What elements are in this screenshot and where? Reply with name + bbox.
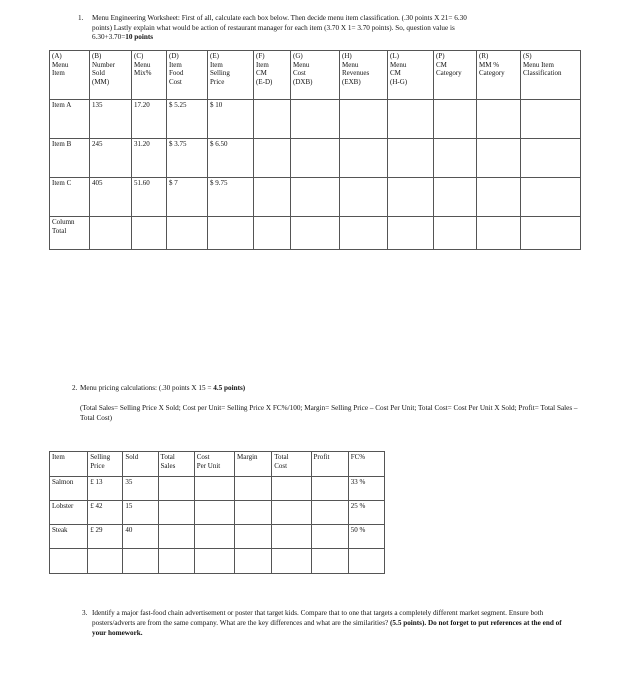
menu-pricing-header-line: Price bbox=[90, 461, 105, 470]
menu-engineering-header-line: (R) bbox=[479, 52, 489, 60]
menu-pricing-header-line: Per Unit bbox=[196, 461, 221, 470]
menu-engineering-cell: 31.20 bbox=[132, 139, 167, 178]
menu-pricing-header-line: Total bbox=[274, 453, 289, 461]
menu-pricing-cell: 40 bbox=[123, 525, 158, 549]
question-1-line-2: points) Lastly explain what would be action of restaurant manager for each item (3.70 X 1= 3.70 points). So, question value is bbox=[92, 23, 455, 32]
menu-pricing-cell: 50 % bbox=[348, 525, 384, 549]
menu-engineering-cell bbox=[291, 100, 340, 139]
menu-pricing-header-cell bbox=[50, 452, 88, 477]
menu-pricing-header-line: Profit bbox=[313, 453, 330, 461]
menu-engineering-cell bbox=[90, 217, 132, 250]
menu-engineering-cell: $ 5.25 bbox=[167, 100, 208, 139]
pricing-formulas: (Total Sales= Selling Price X Sold; Cost per Unit= Selling Price X FC%/100; Margin= Selling Price – Cost Per Unit; Total Cost= Cost Per Unit X Sold; Profit= Total Sales – Total Cost) bbox=[80, 404, 578, 422]
menu-engineering-cell bbox=[521, 217, 581, 250]
menu-engineering-cell bbox=[254, 139, 291, 178]
question-1-number: 1. bbox=[78, 14, 84, 22]
menu-pricing-row bbox=[50, 525, 385, 549]
menu-pricing-cell bbox=[272, 549, 311, 574]
menu-pricing-header-cell bbox=[158, 452, 194, 477]
question-2-number: 2. bbox=[72, 384, 78, 392]
menu-engineering-cell: $ 3.75 bbox=[167, 139, 208, 178]
menu-engineering-header-line: (P) bbox=[436, 52, 445, 60]
menu-pricing-header-cell bbox=[194, 452, 234, 477]
menu-pricing-row bbox=[50, 501, 385, 525]
menu-engineering-cell: Item B bbox=[50, 139, 90, 178]
menu-pricing-cell: £ 29 bbox=[88, 525, 123, 549]
menu-pricing-cell: 35 bbox=[123, 477, 158, 501]
menu-engineering-header-line: Item bbox=[169, 60, 182, 69]
question-3 bbox=[82, 608, 567, 638]
menu-pricing-cell: Lobster bbox=[50, 501, 88, 525]
menu-pricing-cell bbox=[311, 525, 348, 549]
menu-engineering-cell bbox=[388, 178, 434, 217]
menu-pricing-cell bbox=[194, 525, 234, 549]
menu-engineering-header-line: (G) bbox=[293, 52, 303, 60]
menu-engineering-header-line: (D) bbox=[169, 52, 179, 60]
menu-engineering-header-line: Selling bbox=[210, 69, 230, 77]
menu-pricing-cell bbox=[88, 549, 123, 574]
menu-engineering-header-line: (C) bbox=[134, 52, 144, 60]
menu-pricing-header-cell bbox=[123, 452, 158, 477]
menu-pricing-cell bbox=[272, 525, 311, 549]
menu-pricing-header-line: FC% bbox=[350, 453, 366, 461]
menu-engineering-header-line: Item bbox=[52, 69, 65, 77]
menu-engineering-header-line: (A) bbox=[52, 52, 62, 60]
menu-engineering-header-cell bbox=[434, 51, 477, 100]
menu-engineering-header-line: Price bbox=[210, 77, 225, 86]
menu-engineering-header-line: Cost bbox=[169, 77, 182, 86]
menu-engineering-cell bbox=[521, 139, 581, 178]
menu-engineering-cell bbox=[434, 178, 477, 217]
menu-engineering-header-cell bbox=[291, 51, 340, 100]
menu-engineering-header-line: Item bbox=[210, 60, 223, 69]
menu-engineering-cell bbox=[340, 139, 388, 178]
menu-engineering-header-cell bbox=[521, 51, 581, 100]
menu-engineering-cell bbox=[167, 217, 208, 250]
question-3-number: 3. bbox=[82, 609, 88, 617]
menu-engineering-cell bbox=[340, 178, 388, 217]
menu-pricing-cell bbox=[235, 549, 272, 574]
menu-engineering-cell bbox=[477, 217, 521, 250]
menu-pricing-header-line: Sold bbox=[125, 453, 139, 461]
menu-engineering-header-line: Item bbox=[256, 60, 269, 69]
question-3-points-note: (5.5 points). Do not forget to put references at the end of your homework. bbox=[92, 619, 562, 637]
menu-engineering-cell bbox=[291, 178, 340, 217]
menu-engineering-header-line: (DXB) bbox=[293, 77, 313, 86]
menu-engineering-cell bbox=[521, 100, 581, 139]
menu-pricing-cell bbox=[311, 501, 348, 525]
menu-engineering-header-line: (F) bbox=[256, 52, 265, 60]
question-1-total-points: 10 points bbox=[125, 33, 154, 41]
menu-engineering-header-line: (MM) bbox=[92, 77, 110, 86]
menu-pricing-header-line: Item bbox=[52, 453, 65, 461]
menu-pricing-cell bbox=[158, 525, 194, 549]
menu-pricing-header-line: Cost bbox=[196, 453, 210, 461]
menu-engineering-cell: $ 10 bbox=[208, 100, 254, 139]
menu-pricing-cell bbox=[194, 501, 234, 525]
question-1-line-1: Menu Engineering Worksheet: First of all, calculate each box below. Then decide menu item classification. (.30 points X 21= 6.30 bbox=[92, 14, 467, 22]
menu-engineering-cell bbox=[291, 139, 340, 178]
menu-engineering-cell: $ 9.75 bbox=[208, 178, 254, 217]
menu-pricing-cell bbox=[158, 501, 194, 525]
menu-engineering-header-line: Mix% bbox=[134, 69, 152, 77]
menu-pricing-cell bbox=[272, 477, 311, 501]
menu-engineering-cell bbox=[132, 217, 167, 250]
menu-engineering-header-line: (E) bbox=[210, 52, 219, 60]
menu-engineering-header-line: (EXB) bbox=[342, 77, 361, 86]
menu-pricing-cell: £ 13 bbox=[88, 477, 123, 501]
menu-engineering-row bbox=[50, 100, 581, 139]
menu-engineering-table bbox=[49, 50, 581, 250]
question-2-points: 4.5 points) bbox=[213, 384, 246, 392]
menu-pricing-header-cell bbox=[88, 452, 123, 477]
menu-pricing-header-cell bbox=[235, 452, 272, 477]
menu-engineering-cell bbox=[340, 100, 388, 139]
menu-engineering-header-line: (H) bbox=[342, 52, 352, 60]
menu-engineering-cell: Item C bbox=[50, 178, 90, 217]
menu-engineering-header-line: (S) bbox=[523, 52, 532, 60]
menu-pricing-cell bbox=[158, 549, 194, 574]
menu-engineering-cell bbox=[521, 178, 581, 217]
menu-pricing-header-line: Margin bbox=[237, 453, 258, 461]
menu-pricing-cell bbox=[311, 477, 348, 501]
menu-engineering-cell bbox=[254, 178, 291, 217]
question-1-line-3 bbox=[92, 33, 562, 43]
menu-engineering-header-line: Menu bbox=[293, 60, 310, 69]
menu-pricing-cell bbox=[235, 525, 272, 549]
menu-pricing-cell: 33 % bbox=[348, 477, 384, 501]
menu-pricing-row bbox=[50, 477, 385, 501]
menu-pricing-header-cell bbox=[311, 452, 348, 477]
menu-pricing-cell bbox=[272, 501, 311, 525]
menu-engineering-cell bbox=[477, 139, 521, 178]
menu-engineering-cell bbox=[388, 139, 434, 178]
menu-engineering-cell: $ 6.50 bbox=[208, 139, 254, 178]
menu-engineering-cell bbox=[254, 100, 291, 139]
menu-pricing-cell bbox=[311, 549, 348, 574]
menu-pricing-header-line: Total bbox=[160, 453, 175, 461]
menu-engineering-cell bbox=[208, 217, 254, 250]
menu-engineering-cell: 17.20 bbox=[132, 100, 167, 139]
menu-pricing-header-line: Sales bbox=[160, 461, 176, 470]
menu-engineering-header-line: Sold bbox=[92, 69, 105, 77]
menu-engineering-header-line: Menu bbox=[342, 60, 359, 69]
menu-engineering-header-line: Number bbox=[92, 60, 115, 69]
menu-pricing-cell: 15 bbox=[123, 501, 158, 525]
menu-engineering-header-line: Menu bbox=[390, 60, 407, 69]
menu-engineering-cell bbox=[434, 139, 477, 178]
menu-engineering-header-cell bbox=[132, 51, 167, 100]
menu-engineering-cell: Column Total bbox=[50, 217, 90, 250]
menu-engineering-header-cell bbox=[254, 51, 291, 100]
menu-engineering-row bbox=[50, 139, 581, 178]
menu-engineering-cell bbox=[434, 100, 477, 139]
menu-engineering-header-line: (H-G) bbox=[390, 77, 408, 86]
menu-engineering-header-row bbox=[50, 51, 581, 100]
menu-engineering-header-cell bbox=[90, 51, 132, 100]
menu-engineering-cell: Item A bbox=[50, 100, 90, 139]
menu-pricing-header-cell bbox=[348, 452, 384, 477]
menu-engineering-header-line: MM % bbox=[479, 60, 500, 69]
menu-pricing-cell bbox=[194, 549, 234, 574]
menu-engineering-header-cell bbox=[50, 51, 90, 100]
menu-engineering-cell: $ 7 bbox=[167, 178, 208, 217]
menu-pricing-cell: Steak bbox=[50, 525, 88, 549]
menu-engineering-row bbox=[50, 217, 581, 250]
menu-pricing-cell bbox=[123, 549, 158, 574]
menu-engineering-header-cell bbox=[388, 51, 434, 100]
question-3-text: Identify a major fast-food chain advertisement or poster that target kids. Compare that to one that targets a completely different market segment. Ensure both posters/adverts are from the same company. What are the key differences and what are the similarities? bbox=[92, 609, 544, 627]
question-2-title bbox=[72, 384, 246, 392]
menu-engineering-header-cell bbox=[167, 51, 208, 100]
menu-engineering-header-line: Category bbox=[436, 69, 462, 77]
menu-engineering-header-line: Cost bbox=[293, 69, 306, 77]
question-2-title-text: Menu pricing calculations: (.30 points X 15 = bbox=[80, 384, 214, 392]
menu-pricing-cell bbox=[235, 501, 272, 525]
menu-engineering-header-cell bbox=[477, 51, 521, 100]
menu-pricing-cell bbox=[194, 477, 234, 501]
menu-engineering-header-line: Food bbox=[169, 69, 184, 77]
menu-engineering-cell: 245 bbox=[90, 139, 132, 178]
menu-pricing-cell bbox=[235, 477, 272, 501]
menu-engineering-header-line: Classification bbox=[523, 69, 562, 77]
menu-engineering-cell bbox=[388, 100, 434, 139]
menu-pricing-cell: Salmon bbox=[50, 477, 88, 501]
question-1 bbox=[78, 14, 562, 43]
menu-engineering-cell: 51.60 bbox=[132, 178, 167, 217]
menu-pricing-cell: 25 % bbox=[348, 501, 384, 525]
menu-engineering-header-line: (B) bbox=[92, 52, 102, 60]
menu-pricing-table bbox=[49, 451, 385, 574]
menu-pricing-cell: £ 42 bbox=[88, 501, 123, 525]
menu-engineering-header-line: (L) bbox=[390, 52, 399, 60]
question-1-points-sum: 6.30+3.70= bbox=[92, 33, 126, 41]
menu-engineering-cell bbox=[340, 217, 388, 250]
menu-engineering-header-cell bbox=[340, 51, 388, 100]
menu-engineering-header-line: Revenues bbox=[342, 69, 370, 77]
menu-engineering-cell bbox=[388, 217, 434, 250]
menu-pricing-header-line: Cost bbox=[274, 461, 288, 470]
menu-engineering-cell bbox=[254, 217, 291, 250]
menu-engineering-header-line: Category bbox=[479, 69, 505, 77]
menu-engineering-header-line: CM bbox=[390, 69, 401, 77]
menu-engineering-cell: 405 bbox=[90, 178, 132, 217]
menu-engineering-header-line: Menu bbox=[52, 60, 69, 69]
menu-engineering-header-line: Menu bbox=[134, 60, 151, 69]
menu-engineering-header-line: (E-D) bbox=[256, 77, 273, 86]
menu-pricing-cell bbox=[50, 549, 88, 574]
menu-engineering-header-line: Menu Item bbox=[523, 60, 554, 69]
menu-engineering-row bbox=[50, 178, 581, 217]
menu-pricing-cell bbox=[348, 549, 384, 574]
menu-pricing-cell bbox=[158, 477, 194, 501]
menu-pricing-header-row bbox=[50, 452, 385, 477]
menu-engineering-header-line: CM bbox=[256, 69, 267, 77]
menu-pricing-row bbox=[50, 549, 385, 574]
menu-engineering-header-cell bbox=[208, 51, 254, 100]
menu-engineering-cell: 135 bbox=[90, 100, 132, 139]
menu-pricing-header-cell bbox=[272, 452, 311, 477]
menu-pricing-header-line: Selling bbox=[90, 453, 111, 461]
menu-engineering-header-line: CM bbox=[436, 60, 447, 69]
menu-engineering-cell bbox=[291, 217, 340, 250]
menu-engineering-cell bbox=[477, 100, 521, 139]
menu-engineering-cell bbox=[477, 178, 521, 217]
menu-engineering-cell bbox=[434, 217, 477, 250]
